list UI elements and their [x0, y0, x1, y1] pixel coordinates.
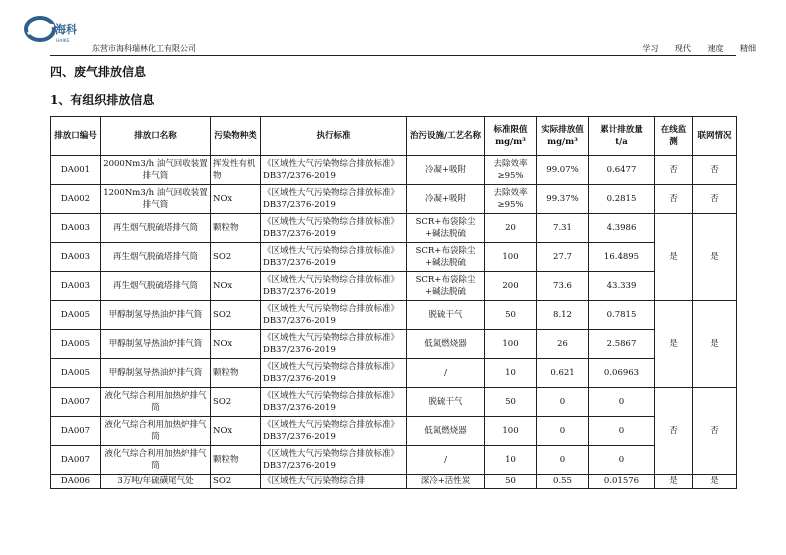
table-cell: 50: [485, 301, 537, 330]
header-divider: [50, 55, 736, 56]
table-cell: 再生烟气脱硫塔排气筒: [101, 243, 211, 272]
table-cell: 低氮燃烧器: [407, 417, 485, 446]
header-cell: 排放口编号: [51, 117, 101, 156]
table-cell: /: [407, 359, 485, 388]
table-body: [51, 156, 737, 489]
table-cell: 冷凝+吸附: [407, 156, 485, 185]
table-row: [51, 446, 737, 475]
slogan-word: 速度: [707, 44, 724, 53]
table-cell: 去除效率≥95%: [485, 156, 537, 185]
table-cell: 2000Nm3/h 油气回收装置排气筒: [101, 156, 211, 185]
table-cell: 是: [693, 214, 737, 301]
table-row: [51, 214, 737, 243]
header-label: 累计排放量: [600, 125, 643, 135]
table-cell: 10: [485, 359, 537, 388]
table-cell: 再生烟气脱硫塔排气筒: [101, 214, 211, 243]
table-cell: 《区域性大气污染物综合排放标准》DB37/2376-2019: [261, 272, 407, 301]
table-cell: 低氮燃烧器: [407, 330, 485, 359]
slogan-word: 现代: [674, 44, 691, 53]
header-cell: 治污设施/工艺名称: [407, 117, 485, 156]
table-cell: 0: [589, 417, 655, 446]
emission-table: [50, 116, 737, 489]
table-cell: 《区域性大气污染物综合排放标准》DB37/2376-2019: [261, 446, 407, 475]
table-cell: 液化气综合利用加热炉排气筒: [101, 446, 211, 475]
table-cell: 50: [485, 475, 537, 489]
table-cell: 颗粒物: [211, 446, 261, 475]
section-title: 四、废气排放信息: [50, 65, 147, 79]
table-cell: 16.4895: [589, 243, 655, 272]
logo-text: 海科: [55, 23, 77, 36]
logo-subtext: HAIKE: [56, 39, 70, 44]
table-cell: DA001: [51, 156, 101, 185]
table-cell: 《区域性大气污染物综合排放标准》DB37/2376-2019: [261, 156, 407, 185]
table-cell: 8.12: [537, 301, 589, 330]
table-cell: 甲醇制氢导热油炉排气筒: [101, 359, 211, 388]
table-cell: 0.55: [537, 475, 589, 489]
table-cell: 0: [589, 388, 655, 417]
table-cell: 99.07%: [537, 156, 589, 185]
table-cell: 0: [589, 446, 655, 475]
table-cell: 200: [485, 272, 537, 301]
table-cell: 《区域性大气污染物综合排放标准》DB37/2376-2019: [261, 185, 407, 214]
table-cell: 99.37%: [537, 185, 589, 214]
table-cell: 《区域性大气污染物综合排放标准》DB37/2376-2019: [261, 417, 407, 446]
table-cell: DA003: [51, 214, 101, 243]
header-unit: mg/m³: [495, 137, 526, 147]
table-cell: 10: [485, 446, 537, 475]
table-cell: 挥发性有机物: [211, 156, 261, 185]
header-cell: 联网情况: [693, 117, 737, 156]
table-row: [51, 243, 737, 272]
table-row: [51, 475, 737, 489]
table-cell: 0.621: [537, 359, 589, 388]
table-cell: 50: [485, 388, 537, 417]
table-cell: SCR+布袋除尘+碱法脱硫: [407, 214, 485, 243]
table-row: [51, 185, 737, 214]
header-cell: [589, 117, 655, 156]
company-logo-icon: [24, 14, 78, 44]
table-cell: DA005: [51, 330, 101, 359]
table-row: [51, 156, 737, 185]
table-cell: 0: [537, 446, 589, 475]
table-cell: 0.2815: [589, 185, 655, 214]
table-cell: 《区域性大气污染物综合排放标准》DB37/2376-2019: [261, 359, 407, 388]
header-unit: t/a: [615, 137, 628, 147]
table-cell: 液化气综合利用加热炉排气筒: [101, 388, 211, 417]
table-cell: 4.3986: [589, 214, 655, 243]
table-cell: 甲醇制氢导热油炉排气筒: [101, 301, 211, 330]
table-cell: SO2: [211, 388, 261, 417]
table-cell: 是: [655, 214, 693, 301]
table-cell: DA007: [51, 417, 101, 446]
table-cell: NOx: [211, 330, 261, 359]
table-row: [51, 359, 737, 388]
table-cell: 脱硫干气: [407, 301, 485, 330]
table-cell: NOx: [211, 272, 261, 301]
table-cell: 是: [693, 301, 737, 388]
table-cell: 颗粒物: [211, 359, 261, 388]
table-cell: /: [407, 446, 485, 475]
table-cell: 《区域性大气污染物综合排放标准》DB37/2376-2019: [261, 388, 407, 417]
table-cell: 26: [537, 330, 589, 359]
table-cell: 否: [693, 185, 737, 214]
table-cell: 否: [693, 388, 737, 475]
table-cell: 是: [655, 475, 693, 489]
table-cell: 100: [485, 243, 537, 272]
table-row: [51, 272, 737, 301]
header-label: 标准限值: [493, 125, 528, 135]
table-cell: 《区域性大气污染物综合排放标准》DB37/2376-2019: [261, 301, 407, 330]
table-cell: 73.6: [537, 272, 589, 301]
table-cell: 27.7: [537, 243, 589, 272]
subsection-title: 1、有组织排放信息: [50, 93, 155, 107]
table-cell: SCR+布袋除尘+碱法脱硫: [407, 243, 485, 272]
header-cell: [485, 117, 537, 156]
table-cell: 0.01576: [589, 475, 655, 489]
table-cell: 否: [655, 388, 693, 475]
slogan-word: 精细: [740, 44, 756, 53]
header-cell: 污染物种类: [211, 117, 261, 156]
table-cell: 100: [485, 330, 537, 359]
table-cell: 100: [485, 417, 537, 446]
table-cell: 0.6477: [589, 156, 655, 185]
slogan-word: 学习: [642, 44, 659, 53]
table-cell: SO2: [211, 301, 261, 330]
table-cell: DA003: [51, 272, 101, 301]
table-cell: DA005: [51, 359, 101, 388]
table-row: [51, 301, 737, 330]
table-cell: 液化气综合利用加热炉排气筒: [101, 417, 211, 446]
table-cell: 否: [693, 156, 737, 185]
header-cell: 在线监测: [655, 117, 693, 156]
table-cell: 3万吨/年硫磺尾气处: [101, 475, 211, 489]
table-cell: DA003: [51, 243, 101, 272]
table-cell: NOx: [211, 417, 261, 446]
company-name: 东营市海科瑞林化工有限公司: [92, 44, 196, 53]
header-cell: [537, 117, 589, 156]
header-cell: 排放口名称: [101, 117, 211, 156]
table-row: [51, 388, 737, 417]
table-cell: DA006: [51, 475, 101, 489]
table-cell: 去除效率≥95%: [485, 185, 537, 214]
table-cell: 《区域性大气污染物综合排: [261, 475, 407, 489]
table-cell: 颗粒物: [211, 214, 261, 243]
table-cell: 深冷+活性炭: [407, 475, 485, 489]
table-cell: 0.7815: [589, 301, 655, 330]
table-cell: DA007: [51, 446, 101, 475]
table-header-row: [51, 117, 737, 156]
table-cell: 否: [655, 185, 693, 214]
table-cell: 1200Nm3/h 油气回收装置排气筒: [101, 185, 211, 214]
table-cell: SO2: [211, 475, 261, 489]
table-cell: DA005: [51, 301, 101, 330]
table-cell: 7.31: [537, 214, 589, 243]
table-cell: 43.339: [589, 272, 655, 301]
table-cell: DA002: [51, 185, 101, 214]
table-cell: 0: [537, 388, 589, 417]
page-header: [0, 0, 786, 56]
table-cell: 再生烟气脱硫塔排气筒: [101, 272, 211, 301]
table-cell: 是: [655, 301, 693, 388]
table-cell: SCR+布袋除尘+碱法脱硫: [407, 272, 485, 301]
table-cell: 0.06963: [589, 359, 655, 388]
table-cell: 否: [655, 156, 693, 185]
table-cell: 《区域性大气污染物综合排放标准》DB37/2376-2019: [261, 243, 407, 272]
table-cell: 《区域性大气污染物综合排放标准》DB37/2376-2019: [261, 330, 407, 359]
table-cell: 2.5867: [589, 330, 655, 359]
table-cell: 是: [693, 475, 737, 489]
table-cell: 0: [537, 417, 589, 446]
header-unit: mg/m³: [547, 137, 578, 147]
table-cell: DA007: [51, 388, 101, 417]
table-cell: 甲醇制氢导热油炉排气筒: [101, 330, 211, 359]
header-cell: 执行标准: [261, 117, 407, 156]
table-cell: 20: [485, 214, 537, 243]
slogan: [628, 43, 756, 54]
table-cell: 冷凝+吸附: [407, 185, 485, 214]
table-row: [51, 417, 737, 446]
header-label: 实际排放值: [541, 125, 584, 135]
table-cell: 脱硫干气: [407, 388, 485, 417]
table-row: [51, 330, 737, 359]
table-cell: NOx: [211, 185, 261, 214]
table-cell: 《区域性大气污染物综合排放标准》DB37/2376-2019: [261, 214, 407, 243]
table-cell: SO2: [211, 243, 261, 272]
